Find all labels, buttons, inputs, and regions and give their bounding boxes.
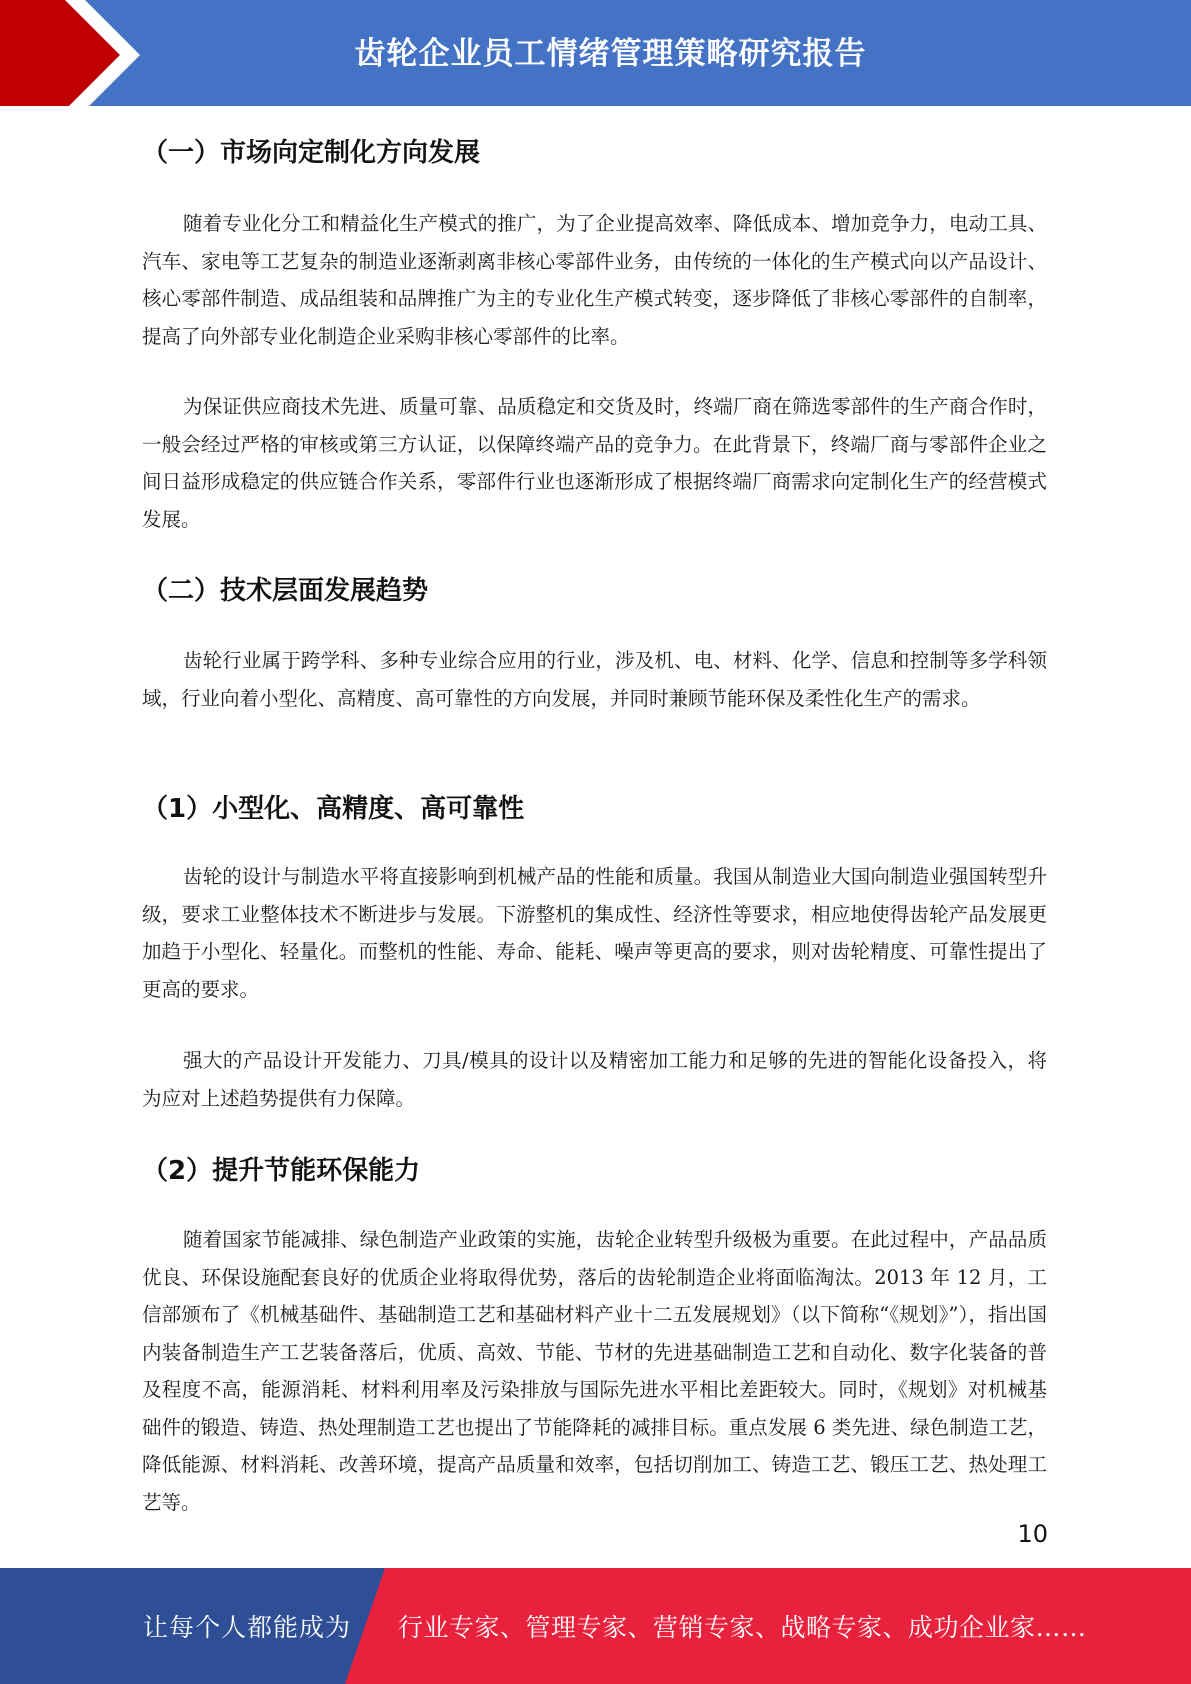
report-title: 齿轮企业员工情绪管理策略研究报告 bbox=[354, 35, 867, 72]
footer-slogan-left: 让每个人都能成为 bbox=[143, 1613, 352, 1642]
header-divider bbox=[0, 106, 1191, 110]
footer-slogan-right: 行业专家、管理专家、营销专家、战略专家、成功企业家…… bbox=[398, 1613, 1087, 1642]
section-heading-2: （二）技术层面发展趋势 bbox=[142, 576, 429, 606]
section-heading-3: （1）小型化、高精度、高可靠性 bbox=[142, 794, 525, 824]
paragraph: 齿轮的设计与制造水平将直接影响到机械产品的性能和质量。我国从制造业大国向制造业强国转型升级，要求工业整体技术不断进步与发展。下游整机的集成性、经济性等要求，相应地使得齿轮产品发展更加趋于小型化、轻量化。而整机的性能、寿命、能耗、噪声等更高的要求，则对齿轮精度、可靠性提出了更高的要求。 bbox=[142, 865, 1047, 1001]
paragraph: 随着专业化分工和精益化生产模式的推广，为了企业提高效率、降低成本、增加竞争力，电动工具、汽车、家电等工艺复杂的制造业逐渐剥离非核心零部件业务，由传统的一体化的生产模式向以产品设计、核心零部件制造、成品组装和品牌推广为主的专业化生产模式转变，逐步降低了非核心零部件的自制率，提高了向外部专业化制造企业采购非核心零部件的比率。 bbox=[142, 212, 1047, 348]
header-arrow-decoration bbox=[0, 0, 160, 110]
paragraph: 齿轮行业属于跨学科、多种专业综合应用的行业，涉及机、电、材料、化学、信息和控制等多学科领域，行业向着小型化、高精度、高可靠性的方向发展，并同时兼顾节能环保及柔性化生产的需求。 bbox=[142, 649, 1047, 710]
page-footer bbox=[0, 1568, 1191, 1684]
paragraph: 为保证供应商技术先进、质量可靠、品质稳定和交货及时，终端厂商在筛选零部件的生产商合作时，一般会经过严格的审核或第三方认证，以保障终端产品的竞争力。在此背景下，终端厂商与零部件企业之间日益形成稳定的供应链合作关系，零部件行业也逐渐形成了根据终端厂商需求向定制化生产的经营模式发展。 bbox=[142, 395, 1047, 531]
section-heading-4: （2）提升节能环保能力 bbox=[142, 1156, 421, 1186]
paragraph: 随着国家节能减排、绿色制造产业政策的实施，齿轮企业转型升级极为重要。在此过程中，产品品质优良、环保设施配套良好的优质企业将取得优势，落后的齿轮制造企业将面临淘汰。2013 年 12 月，工信部颁布了《机械基础件、基础制造工艺和基础材料产业十二五发展规划》（以下简称“《规划》”），指出国内装备制造生产工艺装备落后，优质、高效、节能、节材的先进基础制造工艺和自动化、数字化装备的普及程度不高，能源消耗、材料利用率及污染排放与国际先进水平相比差距较大。同时，《规划》对机械基础件的锻造、铸造、热处理制造工艺也提出了节能降耗的减排目标。重点发展 6 类先进、绿色制造工艺，降低能源、材料消耗、改善环境，提高产品质量和效率，包括切削加工、铸造工艺、锻压工艺、热处理工艺等。 bbox=[142, 1228, 1047, 1514]
section-heading-1: （一）市场向定制化方向发展 bbox=[142, 138, 481, 168]
page-header bbox=[0, 0, 1191, 110]
page-number: 10 bbox=[1017, 1520, 1048, 1548]
paragraph: 强大的产品设计开发能力、刀具/模具的设计以及精密加工能力和足够的先进的智能化设备投入，将为应对上述趋势提供有力保障。 bbox=[142, 1049, 1047, 1110]
